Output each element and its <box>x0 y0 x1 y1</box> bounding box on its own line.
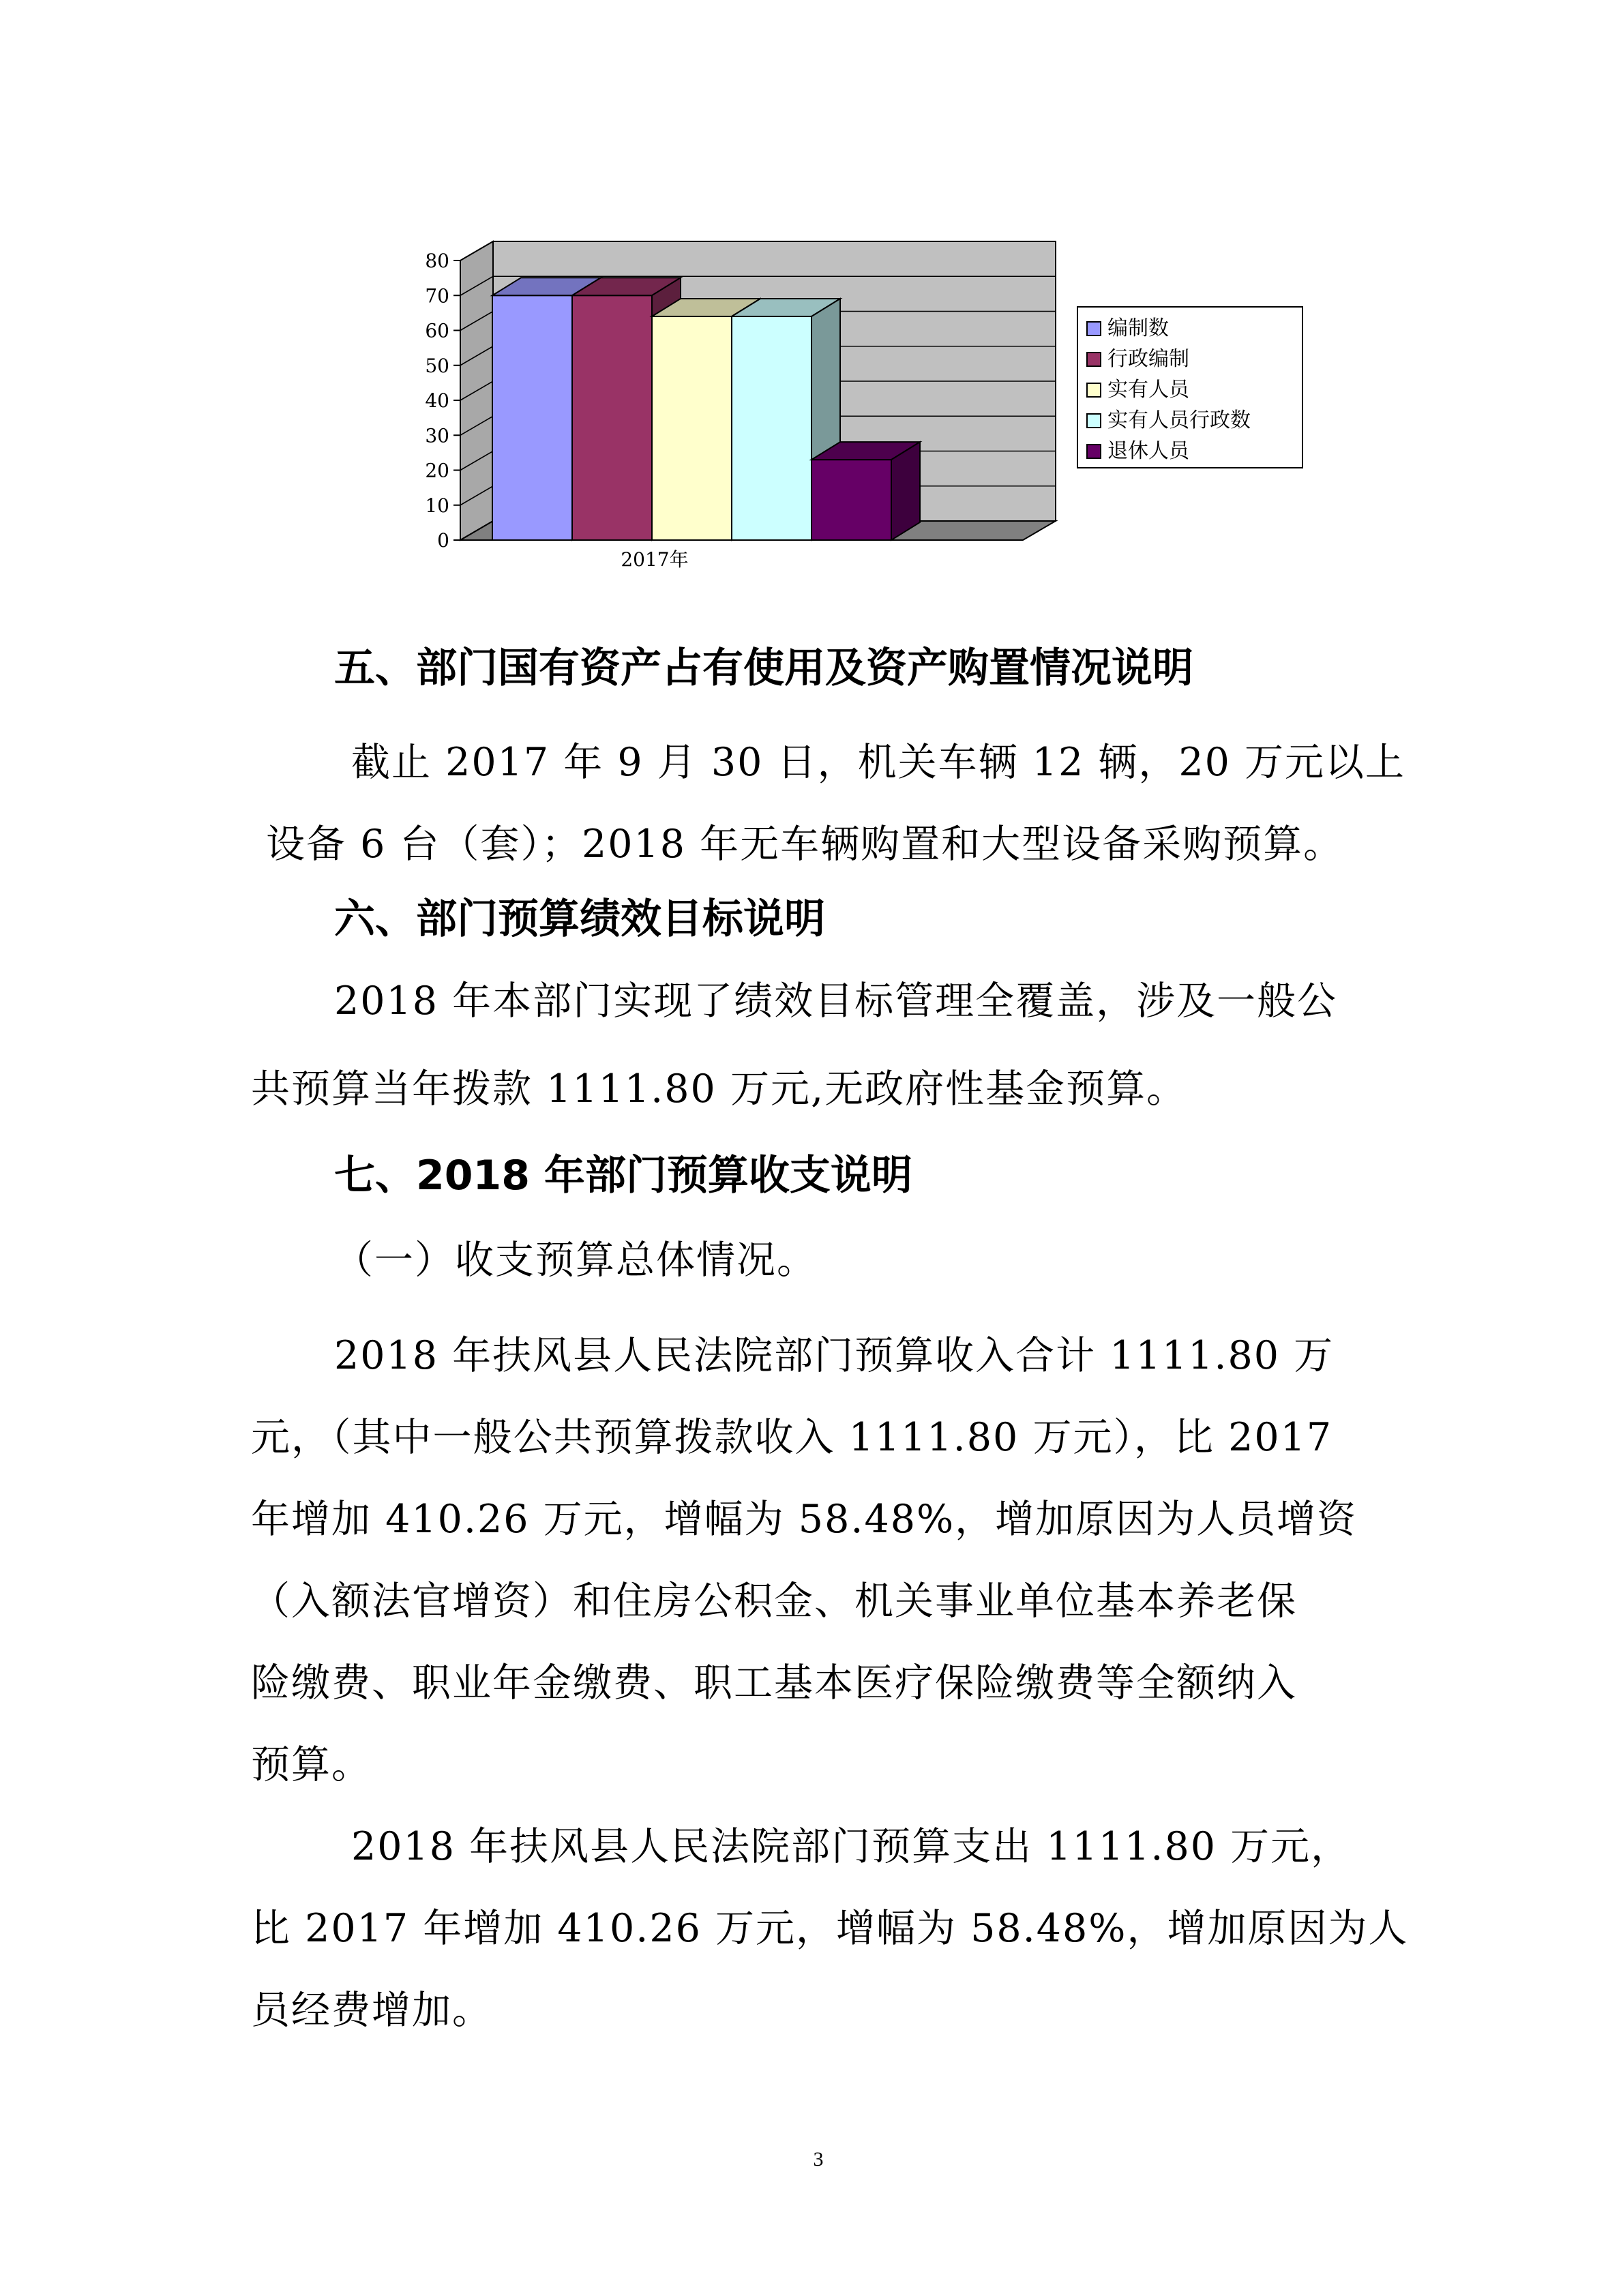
income-paragraph-line-3: 年增加 410.26 万元，增幅为 58.48%，增加原因为人员增资 <box>251 1497 1358 1542</box>
section-7-subheading: （一）收支预算总体情况。 <box>334 1238 817 1283</box>
legend-label-3: 实有人员 <box>1107 378 1189 402</box>
legend-label-1: 编制数 <box>1107 316 1169 340</box>
y-tick-label: 80 <box>425 250 449 272</box>
y-tick-label: 0 <box>437 529 449 552</box>
bar-3-front <box>652 316 732 540</box>
section-7-heading: 七、2018 年部门预算收支说明 <box>334 1152 912 1199</box>
legend-label-5: 退休人员 <box>1107 439 1189 463</box>
bar-5-front <box>812 460 891 540</box>
y-tick-label: 40 <box>425 389 449 412</box>
bar-2-front <box>572 295 652 540</box>
income-paragraph-line-4: （入额法官增资）和住房公积金、机关事业单位基本养老保 <box>251 1579 1297 1624</box>
legend-swatch-4 <box>1087 414 1101 428</box>
legend-swatch-5 <box>1087 445 1101 458</box>
staffing-bar-chart <box>382 225 1309 580</box>
bar-4-front <box>732 316 812 540</box>
expenditure-paragraph-line-1: 2018 年扶风县人民法院部门预算支出 1111.80 万元， <box>351 1824 1352 1869</box>
y-tick-label: 20 <box>425 459 449 482</box>
legend-swatch-1 <box>1087 322 1101 336</box>
bar-1-front <box>492 295 572 540</box>
income-paragraph-line-1: 2018 年扶风县人民法院部门预算收入合计 1111.80 万 <box>334 1333 1335 1378</box>
y-tick-label: 30 <box>425 424 449 447</box>
y-tick-label: 50 <box>425 354 449 377</box>
y-tick-label: 60 <box>425 319 449 342</box>
legend-swatch-2 <box>1087 353 1101 366</box>
page-number: 3 <box>813 2148 824 2171</box>
income-paragraph-line-6: 预算。 <box>251 1742 372 1787</box>
expenditure-paragraph-line-2: 比 2017 年增加 410.26 万元，增幅为 58.48%，增加原因为人 <box>251 1906 1409 1951</box>
y-tick-label: 70 <box>425 284 449 308</box>
section-5-heading: 五、部门国有资产占有使用及资产购置情况说明 <box>334 644 1193 692</box>
income-paragraph-line-5: 险缴费、职业年金缴费、职工基本医疗保险缴费等全额纳入 <box>251 1660 1297 1705</box>
x-category-label: 2017年 <box>621 548 689 571</box>
y-tick-label: 10 <box>425 494 449 517</box>
section-5-paragraph-line-1: 截止 2017 年 9 月 30 日，机关车辆 12 辆，20 万元以上 <box>351 740 1405 785</box>
section-5-paragraph-line-2: 设备 6 台（套）；2018 年无车辆购置和大型设备采购预算。 <box>266 822 1344 867</box>
income-paragraph-line-2: 元，（其中一般公共预算拨款收入 1111.80 万元），比 2017 <box>251 1415 1333 1460</box>
legend-label-2: 行政编制 <box>1107 347 1189 371</box>
section-6-paragraph-line-2: 共预算当年拨款 1111.80 万元,无政府性基金预算。 <box>251 1067 1187 1112</box>
expenditure-paragraph-line-3: 员经费增加。 <box>251 1988 492 2033</box>
legend-swatch-3 <box>1087 383 1101 397</box>
legend-label-4: 实有人员行政数 <box>1107 408 1251 432</box>
section-6-heading: 六、部门预算绩效目标说明 <box>334 895 825 943</box>
section-6-paragraph-line-1: 2018 年本部门实现了绩效目标管理全覆盖，涉及一般公 <box>334 979 1338 1024</box>
bar-5-side <box>891 442 920 540</box>
